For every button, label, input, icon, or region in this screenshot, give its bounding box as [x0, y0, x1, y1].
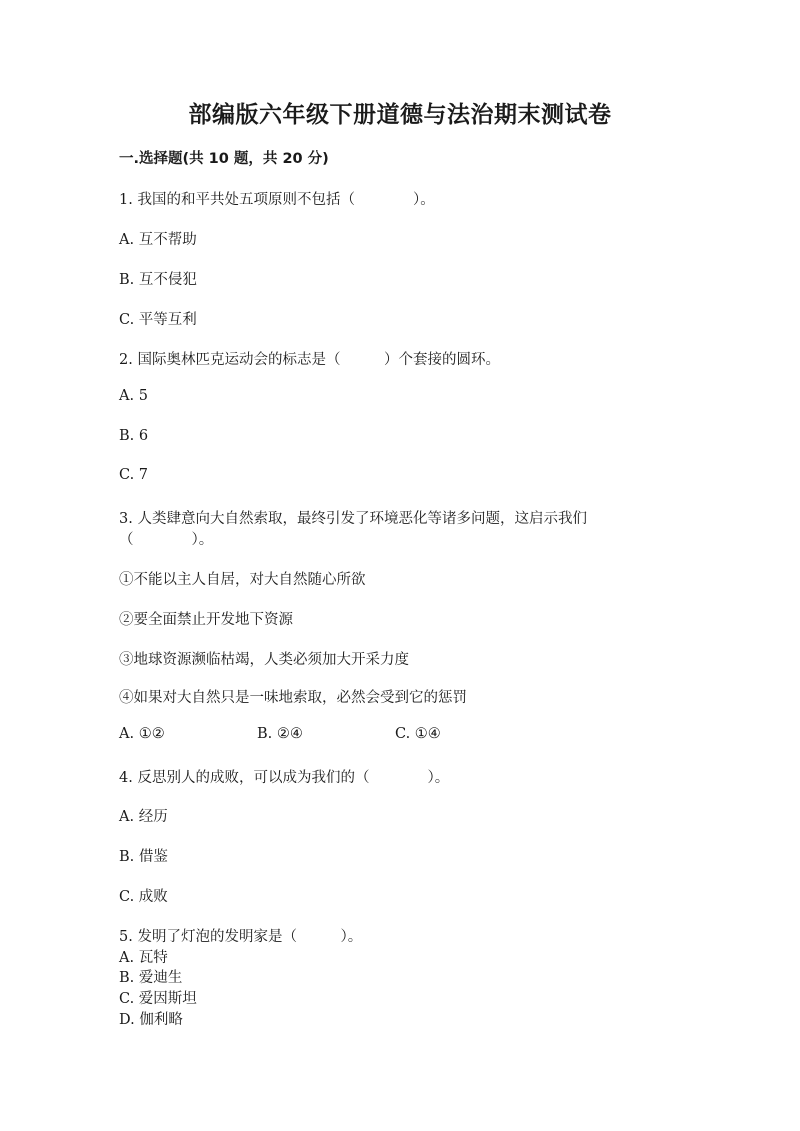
question-3-statement-4: ④如果对大自然只是一味地索取，必然会受到它的惩罚: [119, 690, 467, 706]
question-5-stem: 5. 发明了灯泡的发明家是（ ）。: [119, 929, 363, 945]
question-4-option-a[interactable]: A. 经历: [119, 809, 168, 825]
question-1-option-a[interactable]: A. 互不帮助: [119, 232, 197, 248]
question-3-option-b[interactable]: B. ②④: [257, 726, 303, 742]
question-3-statement-1: ①不能以主人自居，对大自然随心所欲: [119, 572, 366, 588]
question-2-stem: 2. 国际奥林匹克运动会的标志是（ ）个套接的圆环。: [119, 352, 500, 368]
question-3-statement-3: ③地球资源濒临枯竭，人类必须加大开采力度: [119, 652, 409, 668]
question-2-option-c[interactable]: C. 7: [119, 467, 149, 483]
question-5-option-c[interactable]: C. 爱因斯坦: [119, 991, 197, 1007]
question-1-stem: 1. 我国的和平共处五项原则不包括（ ）。: [119, 192, 435, 208]
question-3-stem-continued: （ ）。: [119, 532, 214, 548]
question-4-stem: 4. 反思别人的成败，可以成为我们的（ ）。: [119, 770, 450, 786]
question-1-option-b[interactable]: B. 互不侵犯: [119, 272, 197, 288]
question-5-option-a[interactable]: A. 瓦特: [119, 950, 168, 966]
question-5-option-b[interactable]: B. 爱迪生: [119, 970, 183, 986]
exam-title: 部编版六年级下册道德与法治期末测试卷: [188, 102, 612, 128]
question-3-option-c[interactable]: C. ①④: [395, 726, 441, 742]
question-3-stem: 3. 人类肆意向大自然索取，最终引发了环境恶化等诸多问题，这启示我们: [119, 511, 587, 527]
question-3-option-a[interactable]: A. ①②: [119, 726, 165, 742]
question-3-statement-2: ②要全面禁止开发地下资源: [119, 612, 293, 628]
question-2-option-a[interactable]: A. 5: [119, 388, 148, 404]
section-heading: 一.选择题(共 10 题，共 20 分): [119, 151, 329, 167]
question-4-option-b[interactable]: B. 借鉴: [119, 849, 168, 865]
question-4-option-c[interactable]: C. 成败: [119, 889, 168, 905]
question-5-option-d[interactable]: D. 伽利略: [119, 1012, 183, 1028]
question-2-option-b[interactable]: B. 6: [119, 428, 149, 444]
question-1-option-c[interactable]: C. 平等互利: [119, 312, 197, 328]
